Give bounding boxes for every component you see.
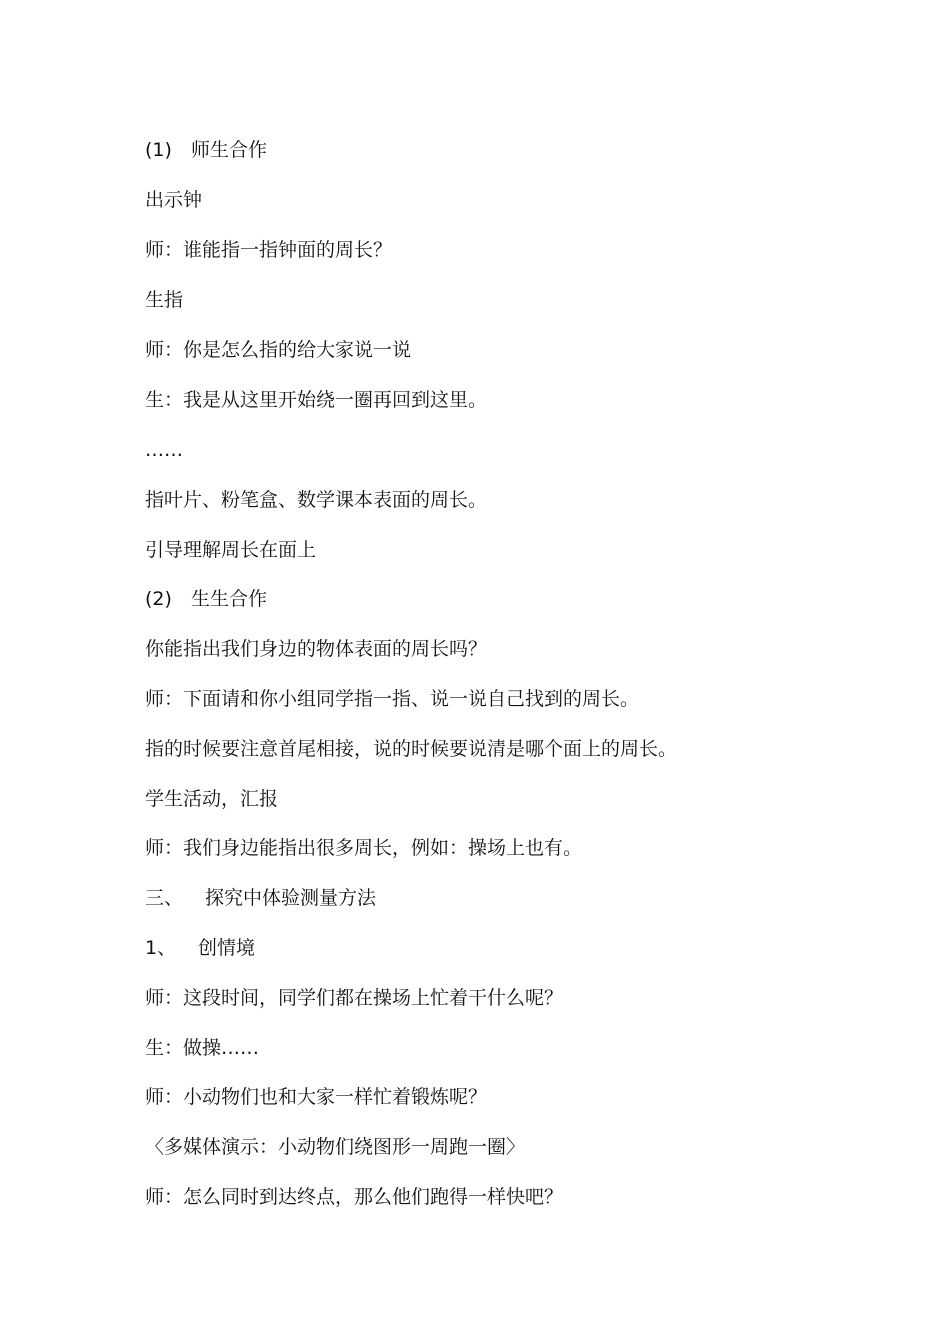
subsection-number: 1、	[145, 937, 177, 959]
list-number: (2)	[145, 588, 172, 610]
text-line: 指的时候要注意首尾相接，说的时候要说清是哪个面上的周长。	[145, 738, 678, 760]
ellipsis-line: ……	[145, 439, 183, 461]
heading-teacher-student-cooperation	[145, 138, 267, 162]
text-line: 指叶片、粉笔盒、数学课本表面的周长。	[145, 489, 488, 511]
text-line: 师：下面请和你小组同学指一指、说一说自己找到的周长。	[145, 688, 640, 710]
section-heading	[145, 886, 376, 910]
heading-text: 生生合作	[191, 588, 268, 610]
text-line: 师：这段时间，同学们都在操场上忙着干什么呢？	[145, 987, 564, 1009]
subsection-heading-text: 创情境	[198, 937, 256, 959]
text-line: 你能指出我们身边的物体表面的周长吗？	[145, 638, 488, 660]
text-line: 学生活动，汇报	[145, 788, 279, 810]
text-line: 出示钟	[145, 189, 203, 211]
text-line: 师：谁能指一指钟面的周长？	[145, 239, 393, 261]
text-line: 引导理解周长在面上	[145, 539, 317, 561]
text-line: 〈多媒体演示：小动物们绕图形一周跑一圈〉	[145, 1136, 526, 1158]
text-line: 师：小动物们也和大家一样忙着锻炼呢？	[145, 1086, 488, 1108]
heading-text: 师生合作	[191, 139, 268, 161]
text-line: 师：我们身边能指出很多周长，例如：操场上也有。	[145, 837, 583, 859]
text-line: 生指	[145, 289, 184, 311]
text-line: 师：怎么同时到达终点，那么他们跑得一样快吧？	[145, 1186, 564, 1208]
list-number: (1)	[145, 139, 172, 161]
heading-student-student-cooperation	[145, 587, 267, 611]
text-line: 生：我是从这里开始绕一圈再回到这里。	[145, 389, 488, 411]
section-number: 三、	[145, 887, 184, 909]
subsection-heading	[145, 936, 255, 960]
text-line: 师：你是怎么指的给大家说一说	[145, 339, 412, 361]
section-heading-text: 探究中体验测量方法	[205, 887, 377, 909]
text-line: 生：做操……	[145, 1037, 260, 1059]
